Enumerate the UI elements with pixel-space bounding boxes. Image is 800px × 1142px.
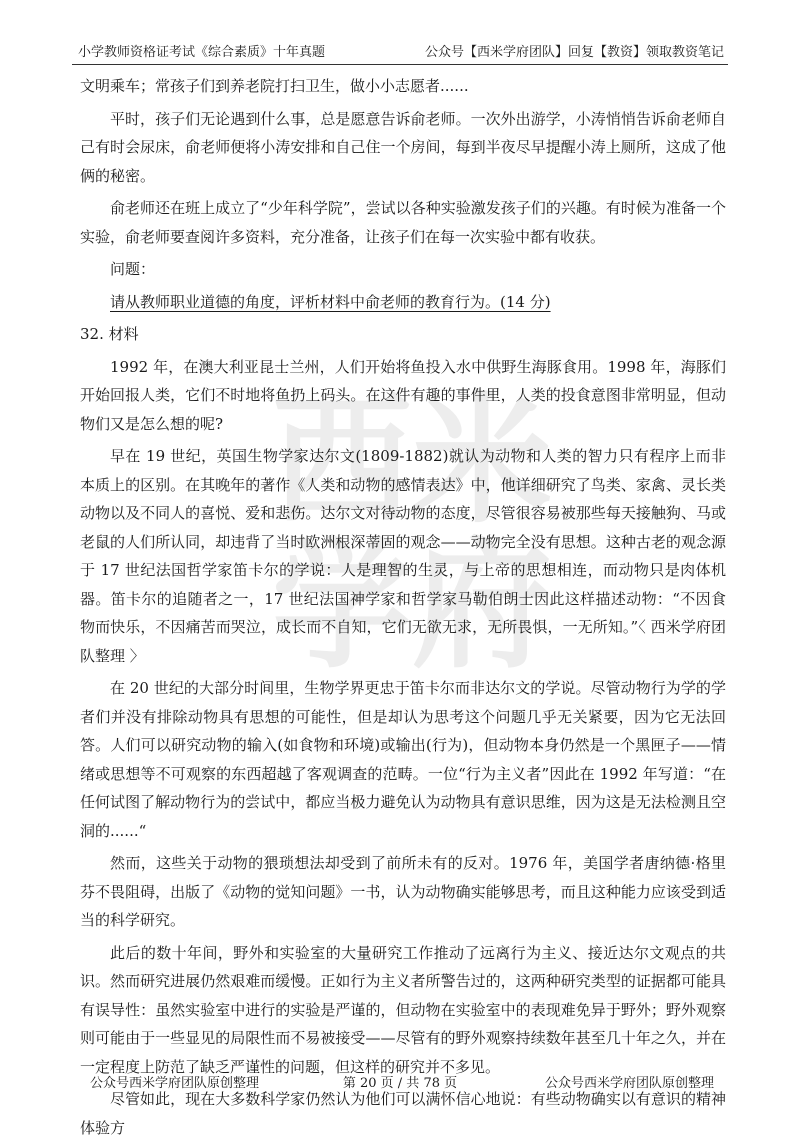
paragraph: 早在 19 世纪，英国生物学家达尔文(1809-1882)就认为动物和人类的智力只有程序上而非本质上的区别。在其晚年的著作《人类和动物的感情表达》中，他详细研究了鸟类、家禽、灵长类动物以及不同人的喜悦、爱和悲伤。达尔文对待动物的态度，尽管很容易被那些每天接触狗、马或老鼠的人们所认同，却违背了当时欧洲根深蒂固的观念——动物完全没有思想。这种古老的观念源于 17 世纪法国哲学家笛卡尔的学说：人是理智的生灵，与上帝的思想相连，而动物只是肉体机器。笛卡尔的追随者之一，17 世纪法国神学家和哲学家马勒伯朗士因此这样描述动物：“不因食物而快乐，不因痛苦而哭泣，成长而不自知，它们无欲无求，无所畏惧，一无所知。”〈 西米学府团队整理 〉 [80,447,726,665]
page-header [72,42,728,65]
paragraph: 1992 年，在澳大利亚昆士兰州，人们开始将鱼投入水中供野生海豚食用。1998 年，海豚们开始回报人类，它们不时地将鱼扔上码头。在这件有趣的事件里，人类的投食意图非常明显，但动物们又是怎么想的呢? [80,357,726,433]
paragraph: 然而，这些关于动物的猥琐想法却受到了前所未有的反对。1976 年，美国学者唐纳德·格里芬不畏阻碍，出版了《动物的觉知问题》一书，认为动物确实能够思考，而且这种能力应该受到适当的科学研究。 [80,854,726,929]
paragraph: 文明乘车；常孩子们到养老院打扫卫生，做小小志愿者...... [80,77,469,95]
paragraph: 在 20 世纪的大部分时间里，生物学界更忠于笛卡尔而非达尔文的学说。尽管动物行为学的学者们并没有排除动物具有思想的可能性，但是却认为思考这个问题几乎无关紧要，因为它无法回答。人们可以研究动物的输入(如食物和环境)或输出(行为)，但动物本身仍然是一个黑匣子——情绪或思想等不可观察的东西超越了客观调查的范畴。一位“行为主义者”因此在 1992 年写道：“在任何试图了解动物行为的尝试中，都应当极力避免认为动物具有意识思维，因为这是无法检测且空洞的......“ [80,679,726,840]
header-promo-text: 公众号【西米学府团队】回复【教资】领取教资笔记 [424,45,724,60]
question-label: 问题： [110,260,156,278]
watermark-char: 府 [412,525,553,688]
header-book-title: 小学教师资格证考试《综合素质》十年真题 [78,45,326,60]
page-number: 第 20 页 / 共 78 页 [342,1076,458,1091]
paragraph: 尽管如此，现在大多数科学家仍然认为他们可以满怀信心地说：有些动物确实以有意识的精神体验方 [80,1090,726,1137]
watermark-char: 学 [272,525,413,688]
watermark-char: 米 [412,380,553,543]
footer-right-text: 公众号西米学府团队原创整理 [544,1076,714,1091]
paragraph: 此后的数十年间，野外和实验室的大量研究工作推动了远离行为主义、接近达尔文观点的共识。然而研究进展仍然艰难而缓慢。正如行为主义者所警告过的，这两种研究类型的证据都可能具有误导性：虽然实验室中进行的实验是严谨的，但动物在实验室中的表现难免异于野外；野外观察则可能由于一些显见的局限性而不易被接受——尽管有的野外观察持续数年甚至几十年之久，并在一定程度上防范了缺乏严谨性的问题，但这样的研究并不多见。 [80,943,726,1076]
paragraph: 俞老师还在班上成立了“少年科学院”，尝试以各种实验激发孩子们的兴趣。有时候为准备一个实验，俞老师要查阅许多资料，充分准备，让孩子们在每一次实验中都有收获。 [80,199,726,246]
document-body [80,72,726,1142]
watermark-char: 西 [272,380,413,543]
question-prompt-text: 请从教师职业道德的角度，评析材料中俞老师的教育行为。(14 分) [110,292,551,311]
question-number: 32. 材料 [80,325,139,343]
footer-left-text: 公众号西米学府团队原创整理 [90,1076,260,1091]
paragraph: 平时，孩子们无论遇到什么事，总是愿意告诉俞老师。一次外出游学，小涛悄悄告诉俞老师自己有时会尿床，俞老师便将小涛安排和自己住一个房间，每到半夜尽早提醒小涛上厕所，这成了他俩的秘密。 [80,109,726,185]
question-prompt [80,288,726,317]
